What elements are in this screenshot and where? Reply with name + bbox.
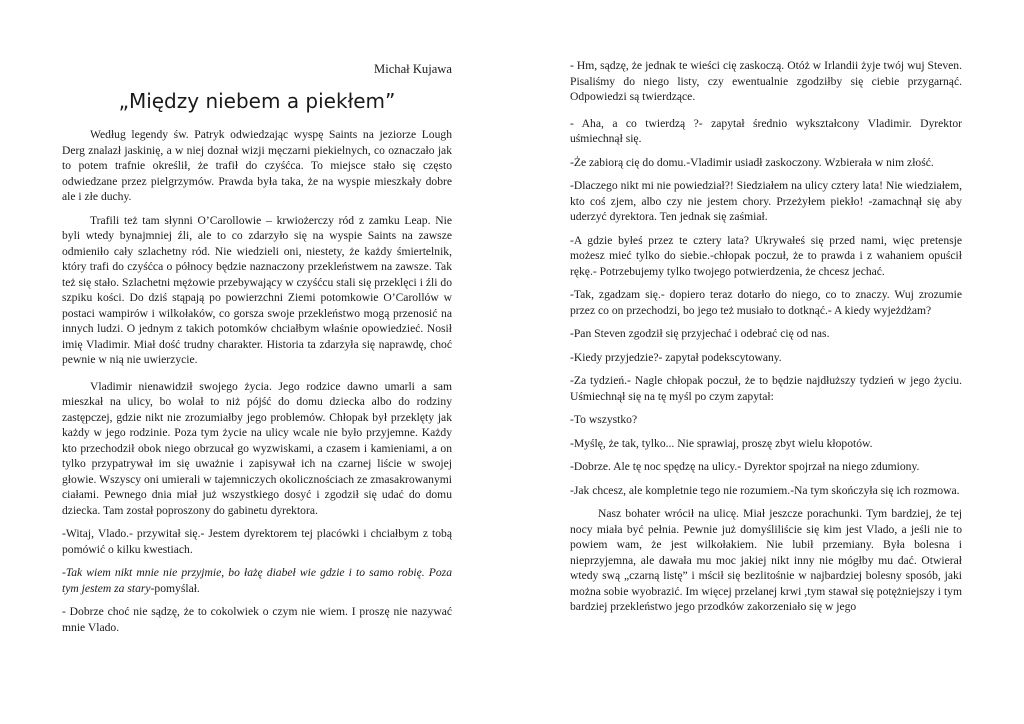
- paragraph: Nasz bohater wrócił na ulicę. Miał jeszcze porachunki. Tym bardziej, że tej nocy miała być pełnia. Pewnie już domyśliliście się kim jest Vlado, a jeśli nie to powiem wam, że jest wilkołakiem. Nie lubił przemiany. Była bolesna i nieprzyjemna, ale dawała mu moc jakiej nikt inny nie mógłby mu dać. Otwierał wtedy swą „czarną listę” i mścił się bezlitośnie w najbardziej bolesny sposób, jaki można sobie wyobrazić. Im więcej przelanej krwi ,tym stawał się potężniejszy i tym bardziej przekleństwo jego przodków zakorzeniało się w jego: [570, 507, 962, 613]
- paragraph: Vladimir nienawidził swojego życia. Jego rodzice dawno umarli a sam mieszkał na ulicy, bo wolał to niż pójść do domu dziecka albo do rodziny zastępczej, gdzie nikt nie zrozumiałby jego problemów. Chłopak był przeklęty jak każdy w jego rodzinie. Poza tym życie na ulicy wcale nie było przyjemne. Każdy kto przechodził obok niego obrzucał go wyzwiskami, a czasem i kamieniami, a on tylko przypatrywał im się uważnie i zapisywał ich na czarnej liście w swojej głowie. Wszyscy oni umierali w tajemniczych okolicznościach ze zmasakrowanymi ciałami. Pewnego dnia miał już wszystkiego dosyć i zgodził się udać do domu dziecka. Tam został poproszony do gabinetu dyrektora.: [62, 379, 452, 517]
- dialogue-paragraph: -Dobrze. Ale tę noc spędzę na ulicy.- Dyrektor spojrzał na niego zdumiony.: [570, 460, 920, 473]
- dialogue-paragraph: - Aha, a co twierdzą ?- zapytał średnio wykształcony Vladimir. Dyrektor uśmiechnął się.: [570, 116, 962, 145]
- dialogue-paragraph: -Jak chcesz, ale kompletnie tego nie rozumiem.-Na tym skończyła się ich rozmowa.: [570, 483, 960, 497]
- dialogue-paragraph: - Dobrze choć nie sądzę, że to cokolwiek o czym nie wiem. I proszę nie nazywać mnie Vlado.: [62, 605, 452, 634]
- dialogue-paragraph: -Kiedy przyjedzie?- zapytał podekscytowany.: [570, 350, 782, 364]
- story-title: „Między niebem a piekłem”: [118, 89, 396, 113]
- author-name: Michał Kujawa: [374, 62, 452, 76]
- dialogue-paragraph: -To wszystko?: [570, 413, 638, 426]
- dialogue-paragraph: -Za tydzień.- Nagle chłopak poczuł, że to będzie najdłuższy tydzień w jego życiu. Uśmiechnął się na tę myśl po czym zapytał:: [570, 374, 962, 403]
- dialogue-paragraph: -Tak, zgadzam się.- dopiero teraz dotarło do niego, co to znaczy. Wuj zrozumie przez co on przechodzi, bo jego też musiało to dotknąć.- A kiedy wyjeżdżam?: [570, 288, 962, 317]
- dialogue-paragraph: -Witaj, Vlado.- przywitał się.- Jestem dyrektorem tej placówki i chciałbym z tobą pomówić o kilku kwestiach.: [62, 527, 452, 556]
- dialogue-paragraph: -Pan Steven zgodził się przyjechać i odebrać cię od nas.: [570, 327, 830, 340]
- thought-tag: -pomyślał.: [150, 581, 200, 595]
- dialogue-paragraph: - Hm, sądzę, że jednak te wieści cię zaskoczą. Otóż w Irlandii żyje twój wuj Steven. Pisaliśmy do niego listy, czy ewentualnie zgodziłby się ciebie przygarnąć. Odpowiedzi są twierdzące.: [570, 59, 962, 103]
- italic-thought: -Tak wiem nikt mnie nie przyjmie, bo łażę diabeł wie gdzie i to samo robię. Poza tym jestem za stary: [62, 566, 452, 595]
- dialogue-paragraph: -Dlaczego nikt mi nie powiedział?! Siedziałem na ulicy cztery lata! Nie wiedziałem, kto coś zjem, albo czy nie jestem chory. Przeżyłem piekło! -zamachnął się aby uderzyć dyrektora. Ten jednak się zaśmiał.: [570, 179, 962, 223]
- paragraph: Trafili też tam słynni O’Carollowie – krwiożerczy ród z zamku Leap. Nie byli wtedy bynajmniej źli, ale to co zdarzyło się na wyspie Saints na zawsze odmieniło cały szlachetny ród. Nie wiedzieli oni, niestety, że każdy śmiertelnik, który trafi do czyśćca o północy będzie naznaczony przekleństwem na zawsze. Tak też się stało. Szlachetni mężowie przebywający w czyśćcu stali się przeklęci i źli do szpiku kości. Do dziś stąpają po powierzchni Ziemi potomkowie O’Carollów w postaci wampirów i wilkołaków, co gorsza swoje przekleństwo mogą przenosić na innych ludzi. O jednym z takich potomków chciałbym właśnie opowiedzieć. Nosił imię Vladimir. Miał dość trudny charakter. Historia ta zdarzyła się naprawdę, choć pewnie w nią nie uwierzycie.: [62, 213, 452, 366]
- right-page: [570, 58, 962, 623]
- dialogue-paragraph: -Że zabiorą cię do domu.-Vladimir usiadł zaskoczony. Wzbierała w nim złość.: [570, 155, 934, 169]
- dialogue-paragraph: -A gdzie byłeś przez te cztery lata? Ukrywałeś się przed nami, więc pretensje możesz mieć tylko do siebie.-chłopak poczuł, że to prawda i z wahaniem opuścił rękę.- Potrzebujemy tylko twojego potwierdzenia, że chcesz jechać.: [570, 233, 962, 278]
- paragraph: Według legendy św. Patryk odwiedzając wyspę Saints na jeziorze Lough Derg znalazł jaskinię, a w niej doznał wizji męczarni piekielnych, co oznaczało jak to potem trafnie określił, że trafił do czyśćca. To miejsce stało się często odwiedzane przez pielgrzymów. Prawda była taka, że na wyspie mieszkały dobre ale i złe duchy.: [62, 128, 452, 203]
- dialogue-paragraph: [62, 565, 452, 596]
- left-page: [62, 58, 452, 643]
- dialogue-paragraph: -Myślę, że tak, tylko... Nie sprawiaj, proszę zbyt wielu kłopotów.: [570, 436, 873, 450]
